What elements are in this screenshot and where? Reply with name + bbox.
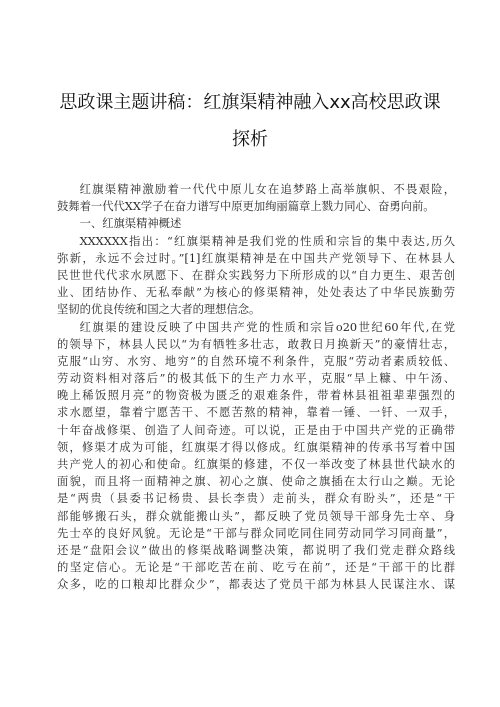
paragraph-line: 鼓舞着一代代XX学子在奋力谱写中原更加绚丽篇章上戮力同心、奋勇向前。 (57, 200, 435, 214)
paragraph-line: 领，修渠才成为可能，红旗渠才得以修成。红旗渠精神的传承书写着中国 (57, 440, 455, 454)
paragraph-line: 先士卒的良好风貌。无论是“干部与群众同吃同住同劳动同学习同商量”， (57, 526, 455, 540)
paragraph-line: 十年奋战修渠、创造了人间奇迹。可以说，正是由于中国共产党的正确带 (57, 423, 455, 437)
paragraph-line: 是“两贵（县委书记杨贵、县长李贵）走前头，群众有盼头”，还是“干 (57, 492, 455, 506)
paragraph-line: 部能够搬石头，群众就能搬山头”，都反映了党员领导干部身先士卒、身 (57, 509, 455, 523)
paragraph-line: XXXXXX指出：“红旗渠精神是我们党的性质和宗旨的集中表达,历久 (79, 234, 455, 248)
paragraph-line: 的领导下，林县人民以“为有牺牲多壮志，敢教日月换新天”的豪情壮志， (57, 337, 455, 351)
paragraph-line: 业、团结协作、无私奉献”为核心的修渠精神，处处表达了中华民族勤劳 (57, 286, 455, 300)
paragraph-line: 的坚定信心。无论是“干部吃苦在前、吃亏在前”，还是“干部干的比群 (57, 561, 455, 575)
paragraph-line: 劳动资料相对落后”的极其低下的生产力水平，克服“旱上糠、中午汤、 (57, 372, 455, 386)
paragraph-line: 坚韧的优良传统和国之大者的理想信念。 (57, 303, 261, 317)
paragraph-line: 面貌，而且将一面精神之旗、初心之旗、使命之旗插在太行山之巅。无论 (57, 475, 455, 489)
section-heading: 一、红旗渠精神概述 (79, 217, 182, 231)
document-body (57, 181, 455, 594)
paragraph-line: 民世世代代求水夙愿下、在群众实践努力下所形成的以“自力更生、艰苦创 (57, 268, 455, 282)
paragraph-line: 还是“盘阳会议”做出的修渠战略调整决策，都说明了我们党走群众路线 (57, 543, 455, 557)
document-title-line-1: 思政课主题讲稿：红旗渠精神融入xx高校思政课 (59, 92, 441, 113)
paragraph-line: 求水愿望，靠着宁愿苦干、不愿苦熬的精神，靠着一锤、一钎、一双手， (57, 406, 455, 420)
paragraph-line: 晚上稀饭照月亮”的物资极为匮乏的艰难条件，带着林县祖祖辈辈强烈的 (57, 389, 455, 403)
paragraph-line: 红旗渠精神激励着一代代中原儿女在追梦路上高举旗帜、不畏艰险， (79, 183, 455, 196)
paragraph-line: 红旗渠的建设反映了中国共产党的性质和宗旨o20世纪60年代,在党 (79, 320, 455, 334)
paragraph-line: 众多，吃的口粮却比群众少”，都表达了党员干部为林县人民谋注水、谋 (57, 578, 455, 592)
document-title-line-2: 探析 (232, 129, 268, 150)
paragraph-line: 共产党人的初心和使命。红旗渠的修建，不仅一举改变了林县世代缺水的 (57, 458, 455, 471)
paragraph-line: 弥新，永远不会过时。”[1]红旗渠精神是在中国共产党领导下、在林县人 (57, 251, 455, 265)
paragraph-line: 克服“山穷、水穷、地穷”的自然环境不利条件，克服“劳动者素质较低、 (57, 354, 455, 368)
